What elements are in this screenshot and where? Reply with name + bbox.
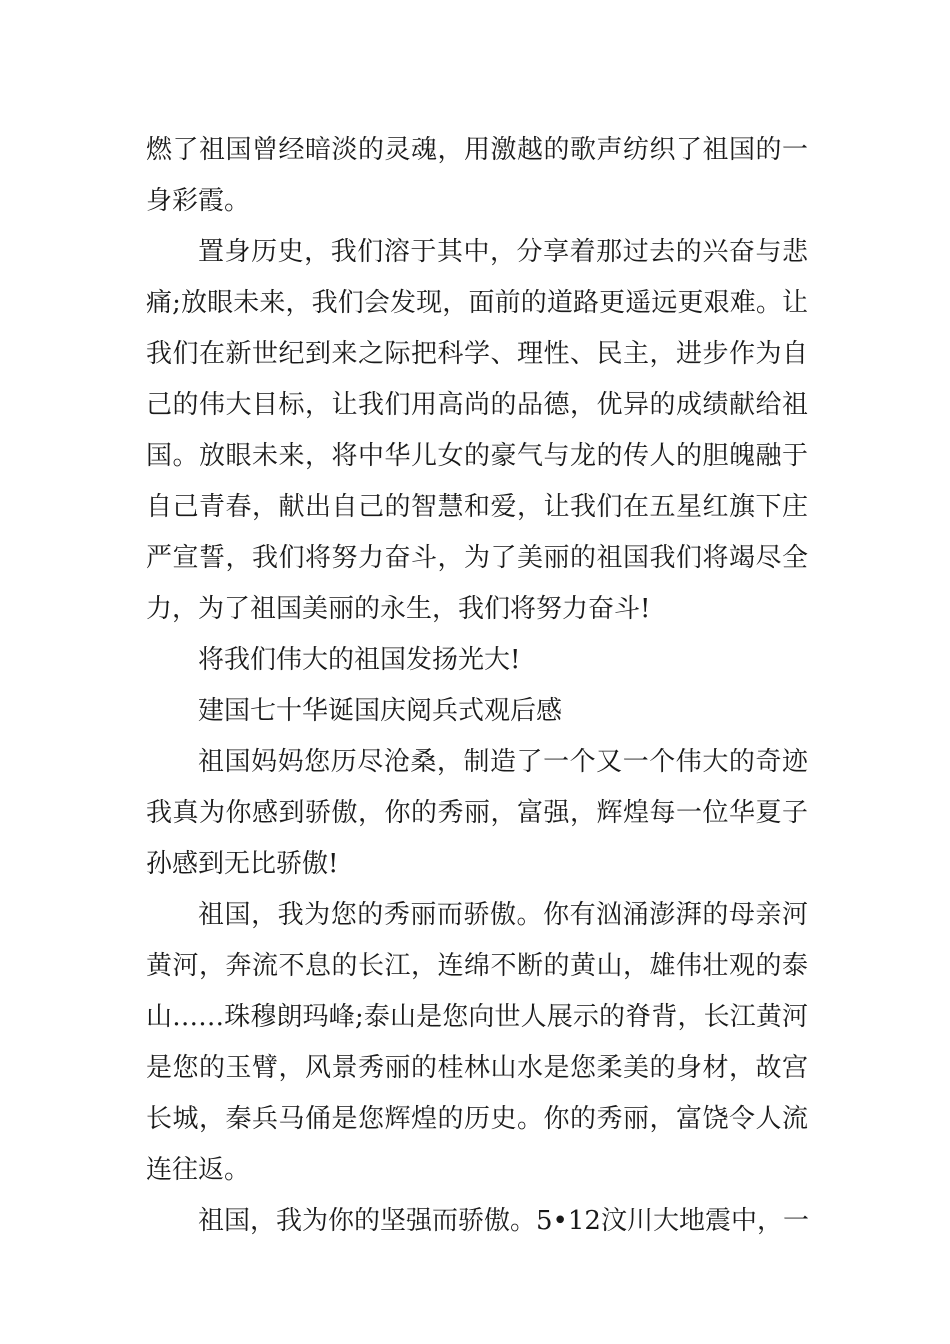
text-line-18: 山……珠穆朗玛峰;泰山是您向世人展示的脊背，长江黄河 [146, 1002, 808, 1032]
text-line-14: 我真为你感到骄傲，你的秀丽，富强，辉煌每一位华夏子 [146, 798, 808, 828]
text-line-8: 自己青春，献出自己的智慧和爱，让我们在五星红旗下庄 [146, 492, 808, 522]
text-line-16: 祖国，我为您的秀丽而骄傲。你有汹涌澎湃的母亲河 [198, 900, 808, 930]
text-line-20: 长城，秦兵马俑是您辉煌的历史。你的秀丽，富饶令人流 [146, 1104, 808, 1134]
text-line-4: 痛;放眼未来，我们会发现，面前的道路更遥远更艰难。让 [146, 288, 808, 318]
section-heading: 建国七十华诞国庆阅兵式观后感 [198, 696, 563, 726]
text-line-13: 祖国妈妈您历尽沧桑，制造了一个又一个伟大的奇迹 [198, 747, 808, 777]
body-text [146, 125, 808, 1247]
text-line-10: 力，为了祖国美丽的永生，我们将努力奋斗! [146, 594, 651, 624]
text-line-17: 黄河，奔流不息的长江，连绵不断的黄山，雄伟壮观的泰 [146, 951, 808, 981]
text-line-11: 将我们伟大的祖国发扬光大! [198, 645, 521, 675]
text-line-5: 我们在新世纪到来之际把科学、理性、民主，进步作为自 [146, 339, 808, 369]
text-line-3: 置身历史，我们溶于其中，分享着那过去的兴奋与悲 [198, 237, 808, 267]
text-line-22: 祖国，我为你的坚强而骄傲。5•12汶川大地震中，一 [198, 1206, 809, 1236]
text-line-6: 己的伟大目标，让我们用高尚的品德，优异的成绩献给祖 [146, 390, 808, 420]
text-line-19: 是您的玉臂，风景秀丽的桂林山水是您柔美的身材，故宫 [146, 1053, 808, 1083]
text-line-2: 身彩霞。 [146, 186, 251, 216]
text-line-21: 连往返。 [146, 1155, 251, 1185]
text-line-7: 国。放眼未来，将中华儿女的豪气与龙的传人的胆魄融于 [146, 441, 808, 471]
text-line-15: 孙感到无比骄傲! [146, 849, 339, 879]
text-line-1: 燃了祖国曾经暗淡的灵魂，用激越的歌声纺织了祖国的一 [146, 135, 808, 165]
text-line-9: 严宣誓，我们将努力奋斗，为了美丽的祖国我们将竭尽全 [146, 543, 808, 573]
